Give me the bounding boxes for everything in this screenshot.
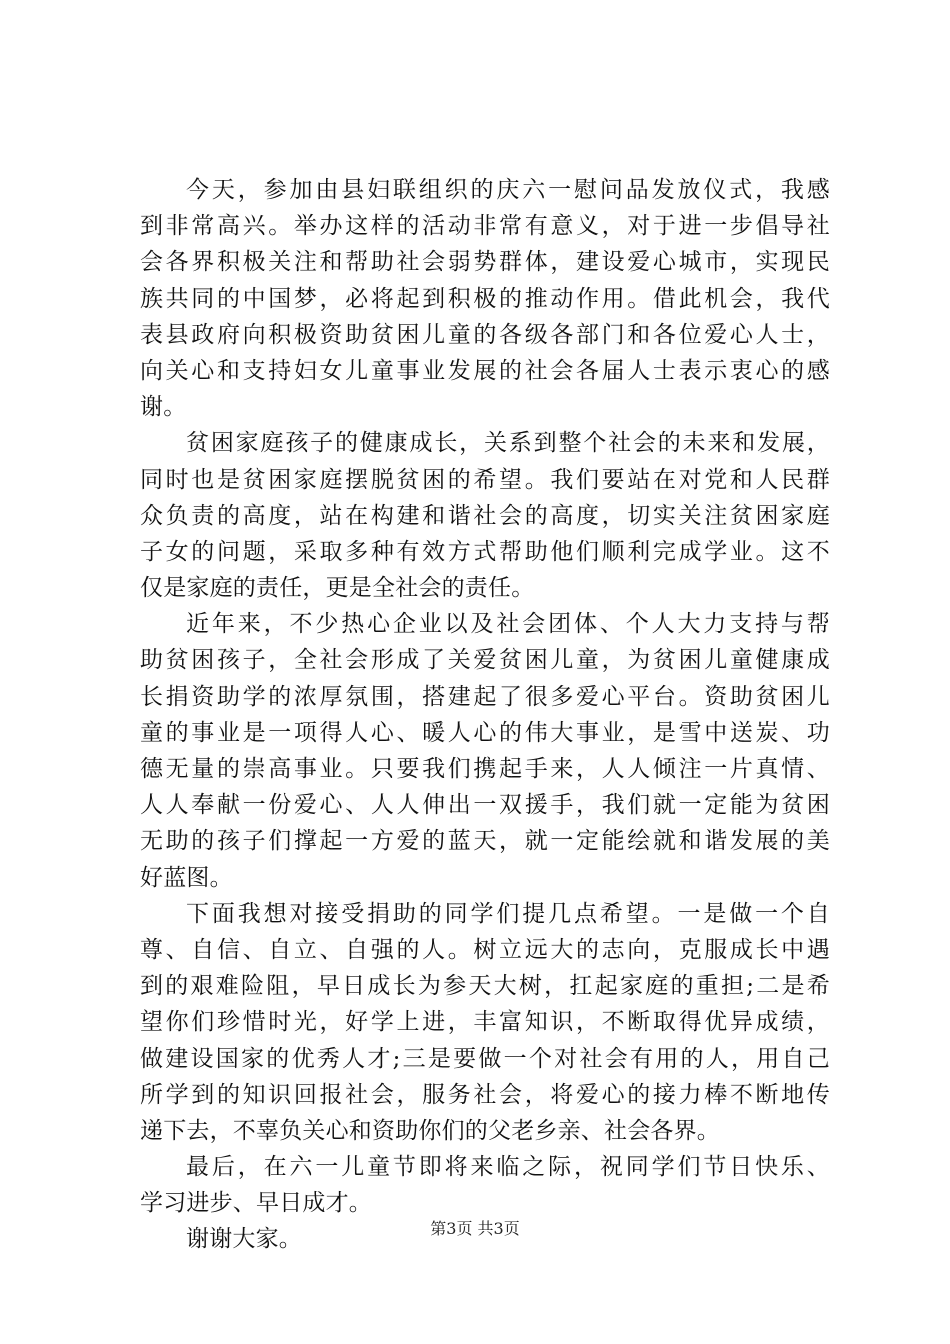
paragraph-1-line-3: 会各界积极关注和帮助社会弱势群体，建设爱心城市，实现民 xyxy=(140,249,830,276)
paragraph-3-line-2: 助贫困孩子，全社会形成了关爱贫困儿童，为贫困儿童健康成 xyxy=(140,647,830,674)
paragraph-3-line-5: 德无量的崇高事业。只要我们携起手来，人人倾注一片真情、 xyxy=(140,756,830,782)
paragraph-5-line-1: 最后，在六一儿童节即将来临之际，祝同学们节日快乐、 xyxy=(186,1154,830,1181)
paragraph-2-line-2: 同时也是贫困家庭摆脱贫困的希望。我们要站在对党和人民群 xyxy=(140,466,830,493)
page-number-footer: 第3页 共3页 xyxy=(430,1219,520,1238)
paragraph-4-line-2: 尊、自信、自立、自强的人。树立远大的志向，克服成长中遇 xyxy=(140,936,830,963)
paragraph-1-line-7: 谢。 xyxy=(140,394,187,421)
paragraph-2-line-3: 众负责的高度，站在构建和谐社会的高度，切实关注贫困家庭 xyxy=(140,502,830,529)
speech-body xyxy=(140,172,830,1258)
paragraph-4-line-1: 下面我想对接受捐助的同学们提几点希望。一是做一个自 xyxy=(186,900,830,927)
paragraph-4-line-7: 递下去，不辜负关心和资助你们的父老乡亲、社会各界。 xyxy=(140,1117,720,1144)
paragraph-5-line-2: 学习进步、早日成才。 xyxy=(140,1190,372,1217)
paragraph-3-line-4: 童的事业是一项得人心、暖人心的伟大事业，是雪中送炭、功 xyxy=(140,719,830,746)
paragraph-4-line-5: 做建设国家的优秀人才;三是要做一个对社会有用的人，用自己 xyxy=(140,1045,830,1072)
paragraph-3-line-1: 近年来，不少热心企业以及社会团体、个人大力支持与帮 xyxy=(186,611,830,638)
paragraph-2-line-1: 贫困家庭孩子的健康成长，关系到整个社会的未来和发展， xyxy=(186,430,830,457)
paragraph-1-line-5: 表县政府向积极资助贫困儿童的各级各部门和各位爱心人士， xyxy=(140,321,830,348)
paragraph-2-line-4: 子女的问题，采取多种有效方式帮助他们顺利完成学业。这不 xyxy=(140,538,830,565)
paragraph-4-line-4: 望你们珍惜时光，好学上进，丰富知识，不断取得优异成绩， xyxy=(140,1009,830,1036)
paragraph-4-line-6: 所学到的知识回报社会，服务社会，将爱心的接力棒不断地传 xyxy=(140,1081,830,1108)
paragraph-3-line-7: 无助的孩子们撑起一方爱的蓝天，就一定能绘就和谐发展的美 xyxy=(140,828,830,855)
paragraph-4-line-3: 到的艰难险阻，早日成长为参天大树，扛起家庭的重担;二是希 xyxy=(140,973,830,1000)
paragraph-3-line-6: 人人奉献一份爱心、人人伸出一双援手，我们就一定能为贫困 xyxy=(140,792,830,819)
closing-line: 谢谢大家。 xyxy=(186,1226,302,1253)
paragraph-1-line-2: 到非常高兴。举办这样的活动非常有意义，对于进一步倡导社 xyxy=(140,213,830,240)
paragraph-3-line-8: 好蓝图。 xyxy=(140,864,233,891)
paragraph-2-line-5: 仅是家庭的责任，更是全社会的责任。 xyxy=(140,575,535,602)
paragraph-1-line-4: 族共同的中国梦，必将起到积极的推动作用。借此机会，我代 xyxy=(140,285,830,312)
paragraph-1-line-6: 向关心和支持妇女儿童事业发展的社会各届人士表示衷心的感 xyxy=(140,357,830,384)
paragraph-1-line-1: 今天，参加由县妇联组织的庆六一慰问品发放仪式，我感 xyxy=(186,177,830,203)
paragraph-3-line-3: 长捐资助学的浓厚氛围，搭建起了很多爱心平台。资助贫困儿 xyxy=(140,683,830,710)
